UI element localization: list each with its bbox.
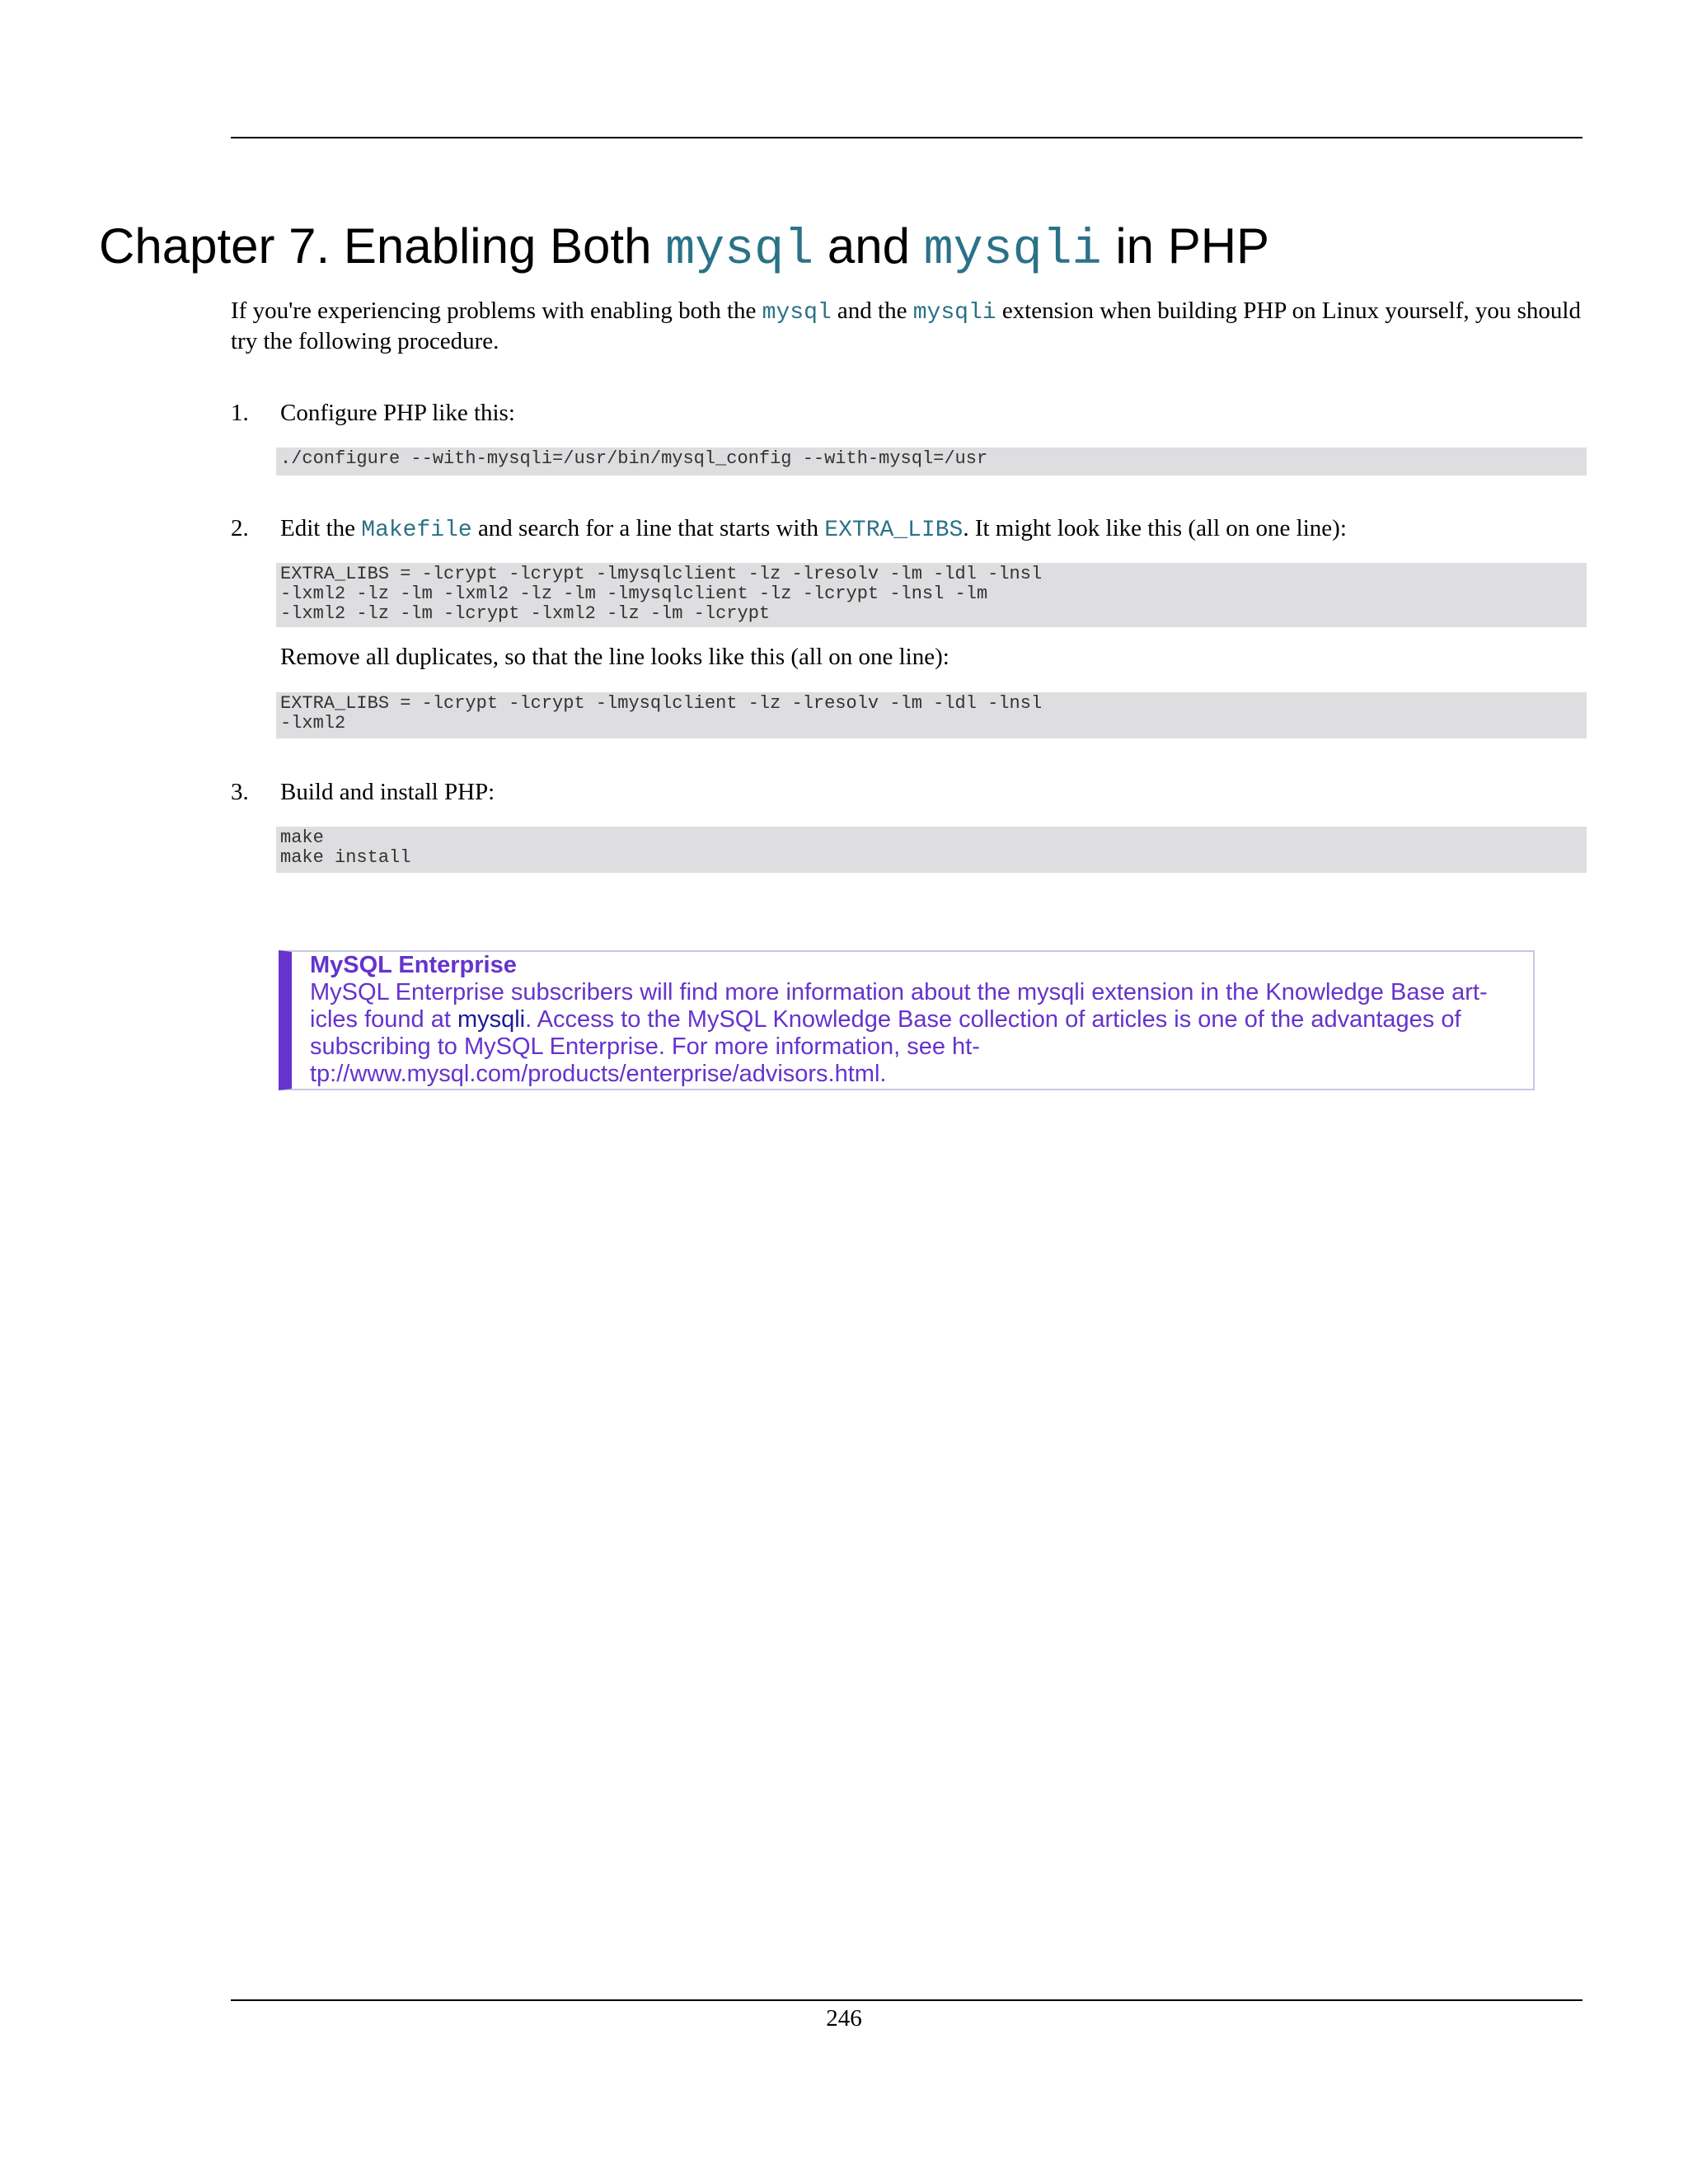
intro-code-mysqli: mysqli xyxy=(912,300,996,326)
chapter-title-prefix: Chapter 7. Enabling Both xyxy=(99,218,666,274)
step-2-text-1: Edit the xyxy=(280,515,362,541)
chapter-title-suffix: in PHP xyxy=(1101,218,1270,274)
step-3-number: 3. xyxy=(231,779,249,805)
step-2-number: 2. xyxy=(231,515,249,541)
note-line-1: MySQL Enterprise subscribers will find more information about the mysqli extension in the Knowledge Base art- xyxy=(310,979,1488,1005)
note-body xyxy=(310,979,1533,1088)
step-3-text: Build and install PHP: xyxy=(280,779,495,805)
intro-text-1: If you're experiencing problems with enabling both the xyxy=(231,298,762,324)
note-line-4: tp://www.mysql.com/products/enterprise/advisors.html. xyxy=(310,1061,887,1087)
note-mysqli-link[interactable]: mysqli xyxy=(457,1006,526,1033)
chapter-title xyxy=(99,211,1269,286)
step-2-code-makefile: Makefile xyxy=(361,518,472,543)
step-1-code-block: ./configure --with-mysqli=/usr/bin/mysql_config --with-mysql=/usr xyxy=(276,448,1587,476)
chapter-title-mid: and xyxy=(814,218,924,274)
step-2-text-2: and search for a line that starts with xyxy=(471,515,825,541)
step-1-number: 1. xyxy=(231,400,249,426)
note-line-3: subscribing to MySQL Enterprise. For more information, see ht- xyxy=(310,1033,980,1060)
page-number: 246 xyxy=(826,2005,862,2032)
step-2-remove-text: Remove all duplicates, so that the line looks like this (all on one line): xyxy=(280,644,950,670)
intro-code-mysql: mysql xyxy=(762,300,832,326)
intro-text-3: extension when building PHP on Linux yourself, you should try the following procedure. xyxy=(231,298,1581,354)
note-line-2-prefix: icles found at xyxy=(310,1006,457,1033)
step-1-text: Configure PHP like this: xyxy=(280,400,515,426)
step-2-code-extra-libs: EXTRA_LIBS xyxy=(824,518,964,543)
intro-paragraph xyxy=(231,297,1582,355)
step-3-code-block: make make install xyxy=(276,827,1587,873)
step-2-code-before: EXTRA_LIBS = -lcrypt -lcrypt -lmysqlclient -lz -lresolv -lm -ldl -lnsl -lxml2 -lz -lm -lxml2 -lz -lm -lmysqlclient -lz -lcrypt -lnsl -lm -lxml2 -lz -lm -lcrypt -lxml2 -lz -lm -lcrypt xyxy=(276,563,1587,627)
step-2-text xyxy=(280,514,1347,545)
header-rule xyxy=(231,137,1582,138)
intro-text-2: and the xyxy=(831,298,913,324)
note-line-2-suffix: . Access to the MySQL Knowledge Base collection of articles is one of the advantages of xyxy=(525,1006,1461,1033)
chapter-title-code-mysql: mysql xyxy=(665,223,814,279)
note-title: MySQL Enterprise xyxy=(310,952,517,978)
mysql-enterprise-note xyxy=(279,950,1535,1090)
chapter-title-code-mysqli: mysqli xyxy=(923,223,1102,279)
step-2-text-3: . It might look like this (all on one line): xyxy=(963,515,1347,541)
footer-rule xyxy=(231,1999,1582,2001)
step-2-code-after: EXTRA_LIBS = -lcrypt -lcrypt -lmysqlclient -lz -lresolv -lm -ldl -lnsl -lxml2 xyxy=(276,692,1587,738)
